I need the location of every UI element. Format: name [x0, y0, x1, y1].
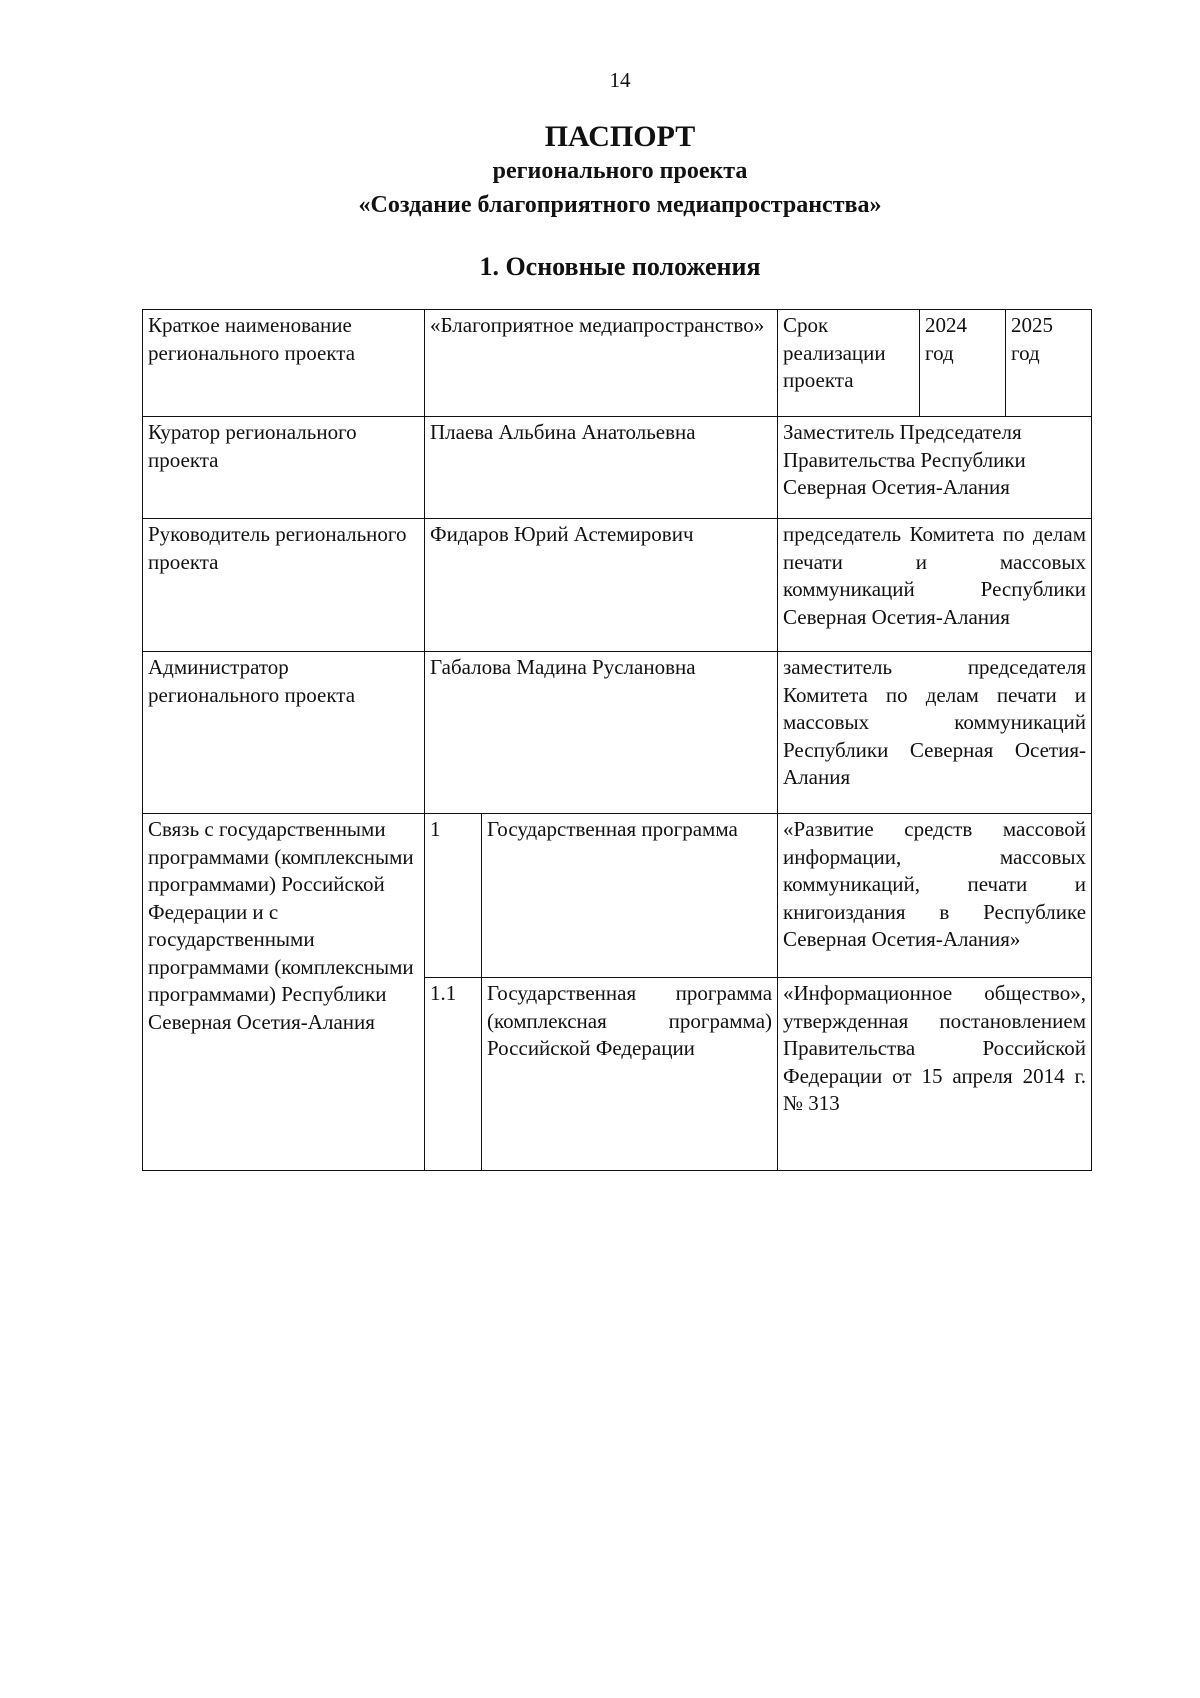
administrator-label: Администратор регионального проекта: [143, 652, 425, 814]
curator-label: Куратор регионального проекта: [143, 417, 425, 519]
term-end: 2025 год: [1006, 310, 1092, 417]
program-name: «Информационное общество», утвержденная постановлением Правительства Российской Федерации от 15 апреля 2014 г. № 313: [778, 978, 1092, 1171]
title-project-name: «Создание благоприятного медиапространства»: [358, 192, 882, 218]
term-label: Срок реализации проекта: [778, 310, 920, 417]
program-number: 1: [425, 814, 482, 978]
curator-name: Плаева Альбина Анатольевна: [425, 417, 778, 519]
document-title: [0, 120, 1200, 222]
head-position: председатель Комитета по делам печати и массовых коммуникаций Республики Северная Осетия-Алания: [778, 519, 1092, 652]
head-name: Фидаров Юрий Астемирович: [425, 519, 778, 652]
section-heading: 1. Основные положения: [479, 252, 761, 281]
program-type: Государственная программа (комплексная программа) Российской Федерации: [482, 978, 778, 1171]
short-name-value: «Благоприятное медиапространство»: [425, 310, 778, 417]
table-row-head: [143, 519, 1092, 652]
title-subtitle: регионального проекта: [492, 158, 748, 184]
short-name-label: Краткое наименование регионального проекта: [143, 310, 425, 417]
passport-table: [142, 309, 1092, 1171]
table-row-short-name: [143, 310, 1092, 417]
title-passport: ПАСПОРТ: [544, 120, 696, 153]
programs-label: Связь с государственными программами (комплексными программами) Российской Федерации и с государственными программами (комплексными программами) Республики Северная Осетия-Алания: [143, 814, 425, 1171]
program-name: «Развитие средств массовой информации, массовых коммуникаций, печати и книгоиздания в Республике Северная Осетия-Алания»: [778, 814, 1092, 978]
table-row-administrator: [143, 652, 1092, 814]
head-label: Руководитель регионального проекта: [143, 519, 425, 652]
administrator-name: Габалова Мадина Руслановна: [425, 652, 778, 814]
page-number: 14: [609, 68, 631, 92]
program-number: 1.1: [425, 978, 482, 1171]
table-row-program-1: [143, 814, 1092, 978]
program-type: Государственная программа: [482, 814, 778, 978]
term-start: 2024 год: [920, 310, 1006, 417]
administrator-position: заместитель председателя Комитета по делам печати и массовых коммуникаций Республики Северная Осетия-Алания: [778, 652, 1092, 814]
table-row-curator: [143, 417, 1092, 519]
curator-position: Заместитель Председателя Правительства Республики Северная Осетия-Алания: [778, 417, 1092, 519]
